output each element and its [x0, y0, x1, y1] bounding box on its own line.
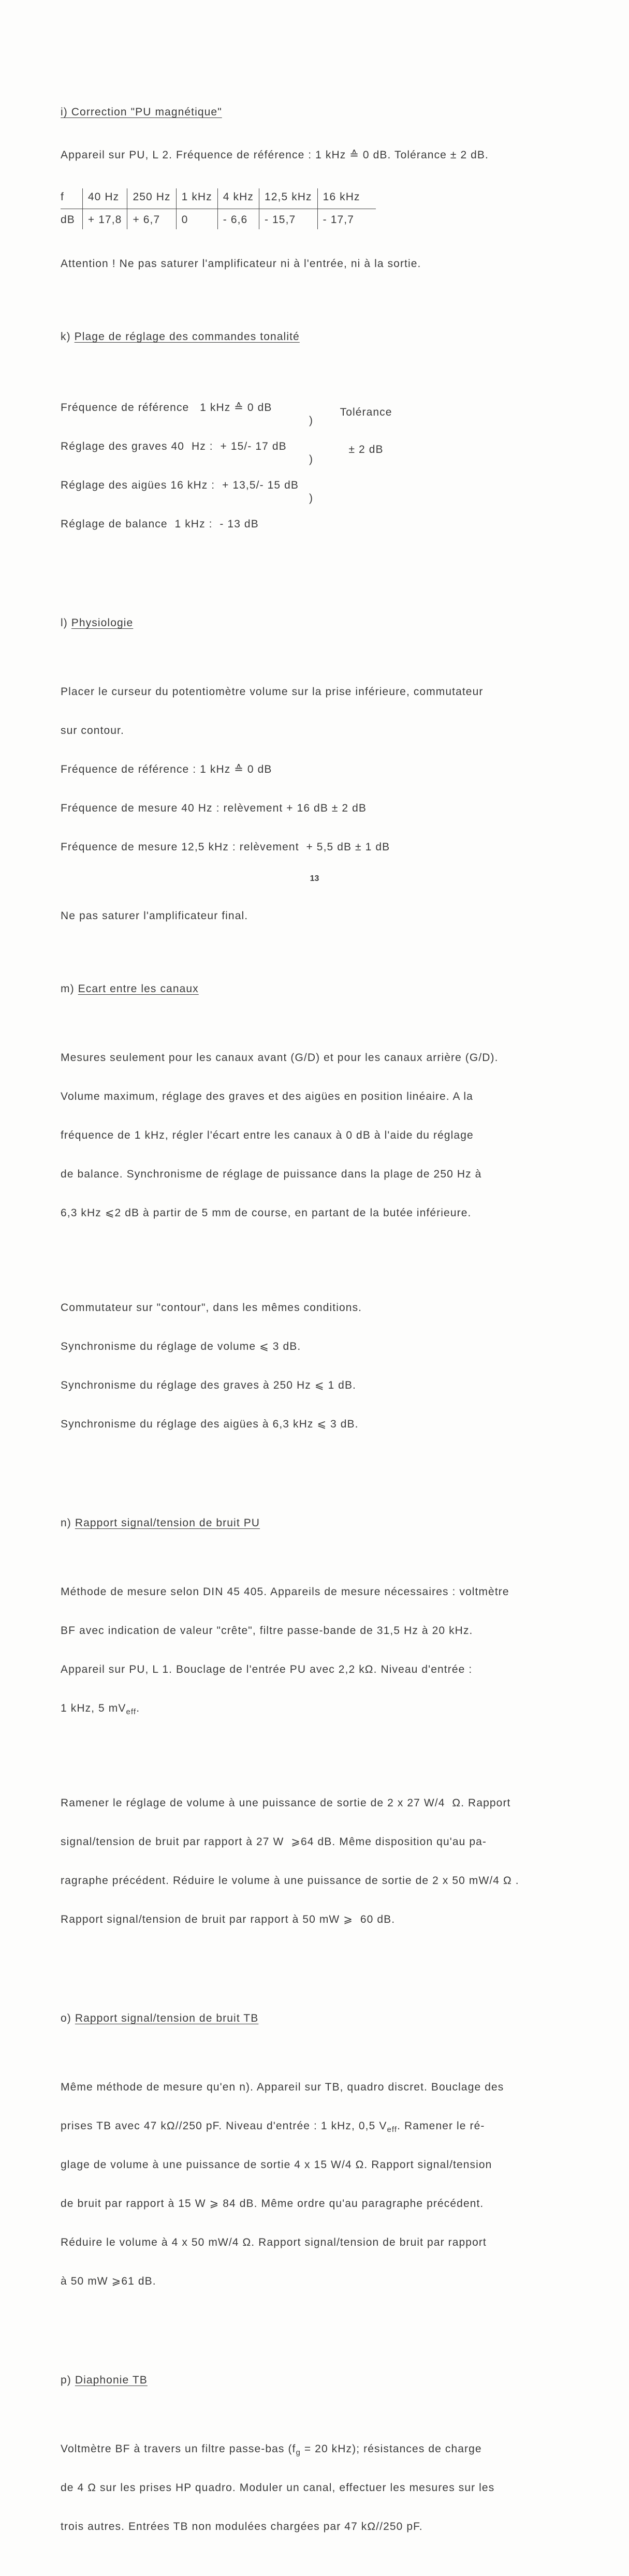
heading-text: Diaphonie TB [75, 2374, 148, 2386]
row-label-f: f [61, 188, 82, 209]
section-l-note: Ne pas saturer l'amplificateur final. [61, 910, 248, 922]
section-p-body [61, 2417, 583, 2559]
text-line: Réduire le volume à 4 x 50 mW/4 Ω. Rapport signal/tension de bruit par rapport [61, 2236, 487, 2248]
text-line: Synchronisme du réglage des aigües à 6,3 kHz ⩽ 3 dB. [61, 1418, 359, 1430]
text-fragment: . Ramener le ré- [397, 2120, 485, 2132]
text-line: ragraphe précédent. Réduire le volume à une puissance de sortie de 2 x 50 mW/4 Ω . [61, 1875, 519, 1887]
table-cell: - 6,6 [217, 209, 259, 230]
section-i-note: Attention ! Ne pas saturer l'amplificateur ni à l'entrée, ni à la sortie. [61, 258, 421, 270]
section-l-body [61, 659, 583, 879]
text-line: Ramener le réglage de volume à une puissance de sortie de 2 x 27 W/4 Ω. Rapport [61, 1797, 511, 1809]
section-n-para2 [61, 1771, 583, 1952]
tone-control-lines [61, 375, 299, 556]
subscript: g [296, 2448, 301, 2457]
row-label-db: dB [61, 214, 75, 226]
heading-text: Rapport signal/tension de bruit TB [75, 2012, 259, 2024]
text-line: de bruit par rapport à 15 W ⩾ 84 dB. Même ordre qu'au paragraphe précédent. [61, 2198, 484, 2210]
table-cell: 0 [176, 209, 217, 230]
table-cell: 250 Hz [127, 188, 176, 209]
tone-line: Réglage de balance 1 kHz : - 13 dB [61, 518, 259, 530]
text-line: BF avec indication de valeur "crête", filtre passe-bande de 31,5 Hz à 20 kHz. [61, 1625, 473, 1637]
text-line: signal/tension de bruit par rapport à 27 W ⩾64 dB. Même disposition qu'au pa- [61, 1836, 487, 1848]
text-line: de 4 Ω sur les prises HP quadro. Moduler un canal, effectuer les mesures sur les [61, 2482, 495, 2494]
tolerance-brace [309, 388, 331, 556]
text-line: Rapport signal/tension de bruit par rapport à 50 mW ⩾ 60 dB. [61, 1913, 396, 1925]
section-m-heading [61, 982, 583, 995]
heading-text: Rapport signal/tension de bruit PU [75, 1517, 260, 1529]
text-line: Volume maximum, réglage des graves et des aigües en position linéaire. A la [61, 1091, 473, 1102]
text-line: Synchronisme du réglage des graves à 250 Hz ⩽ 1 dB. [61, 1379, 356, 1391]
section-m-para2 [61, 1275, 583, 1456]
text-line: Mesures seulement pour les canaux avant (G/D) et pour les canaux arrière (G/D). [61, 1052, 499, 1064]
text-line: Fréquence de mesure 12,5 kHz : relèvement + 5,5 dB ± 1 dB [61, 841, 390, 853]
text-line: Méthode de mesure selon DIN 45 405. Appareils de mesure nécessaires : voltmètre [61, 1586, 509, 1598]
text-line: Fréquence de mesure 40 Hz : relèvement + 16 dB ± 2 dB [61, 802, 367, 814]
text-line: de balance. Synchronisme de réglage de puissance dans la plage de 250 Hz à [61, 1168, 482, 1180]
text-fragment: . [136, 1702, 140, 1714]
tone-line: Fréquence de référence 1 kHz ≙ 0 dB [61, 402, 272, 414]
text-fragment: = 20 kHz); résistances de charge [300, 2443, 482, 2455]
heading-prefix: o) [61, 2012, 75, 2024]
text-line: Même méthode de mesure qu'en n). Appareil sur TB, quadro discret. Bouclage des [61, 2081, 504, 2093]
tolerance-value: ± 2 dB [348, 444, 384, 455]
tone-line: Réglage des aigües 16 kHz : + 13,5/- 15 dB [61, 479, 299, 491]
text-line: trois autres. Entrées TB non modulées chargées par 47 kΩ//250 pF. [61, 2521, 423, 2533]
brace-char: ) [309, 492, 314, 504]
text-line [61, 2442, 583, 2455]
table-cell: - 17,7 [317, 209, 375, 230]
section-m-para1 [61, 1025, 583, 1245]
table-row [61, 188, 376, 209]
text-line [61, 1702, 583, 1715]
text-line: Fréquence de référence : 1 kHz ≙ 0 dB [61, 763, 272, 775]
heading-text: Plage de réglage des commandes tonalité [74, 331, 300, 343]
text-line: Commutateur sur "contour", dans les mêmes conditions. [61, 1302, 362, 1314]
text-line: fréquence de 1 kHz, régler l'écart entre les canaux à 0 dB à l'aide du réglage [61, 1129, 474, 1141]
section-i-intro: Appareil sur PU, L 2. Fréquence de référence : 1 kHz ≙ 0 dB. Tolérance ± 2 dB. [61, 149, 489, 161]
pu-correction-table [61, 188, 376, 229]
heading-text: Ecart entre les canaux [78, 983, 199, 995]
subscript: eff [126, 1707, 137, 1716]
text-line: 6,3 kHz ⩽2 dB à partir de 5 mm de course, en partant de la butée inférieure. [61, 1207, 472, 1219]
table-cell: 1 kHz [176, 188, 217, 209]
subscript: eff [387, 2125, 398, 2134]
table-cell: 40 Hz [82, 188, 127, 209]
brace-char: ) [309, 453, 314, 465]
text-line: Synchronisme du réglage de volume ⩽ 3 dB. [61, 1341, 301, 1352]
section-l-heading [61, 616, 583, 629]
text-line [61, 2119, 583, 2132]
text-line: à 50 mW ⩾61 dB. [61, 2275, 156, 2287]
section-o-heading [61, 2012, 583, 2025]
document-page [61, 50, 583, 2576]
section-p-heading [61, 2374, 583, 2387]
heading-prefix: p) [61, 2374, 75, 2386]
table-row [61, 209, 376, 230]
section-k-heading [61, 330, 583, 343]
brace-char: ) [309, 415, 314, 426]
tone-line: Réglage des graves 40 Hz : + 15/- 17 dB [61, 440, 287, 452]
text-fragment: 1 kHz, 5 mV [61, 1702, 126, 1714]
text-line: glage de volume à une puissance de sortie 4 x 15 W/4 Ω. Rapport signal/tension [61, 2159, 492, 2171]
text-line: Appareil sur PU, L 1. Bouclage de l'entrée PU avec 2,2 kΩ. Niveau d'entrée : [61, 1664, 473, 1675]
text-fragment: Voltmètre BF à travers un filtre passe-bas (f [61, 2443, 296, 2455]
heading-text: Physiologie [71, 617, 134, 629]
section-n-para1 [61, 1559, 583, 1741]
heading-prefix: k) [61, 331, 75, 343]
tolerance-note [340, 381, 392, 556]
text-line: sur contour. [61, 725, 124, 737]
heading-prefix: n) [61, 1517, 75, 1529]
heading-prefix: m) [61, 983, 78, 995]
page-number: 13 [310, 874, 319, 883]
table-cell: 12,5 kHz [259, 188, 317, 209]
table-cell: + 6,7 [127, 209, 176, 230]
section-o-body [61, 2055, 583, 2314]
heading-prefix: l) [61, 617, 71, 629]
tone-control-block [61, 375, 583, 556]
table-cell: + 17,8 [82, 209, 127, 230]
section-n-heading [61, 1517, 583, 1529]
text-line: Placer le curseur du potentiomètre volume sur la prise inférieure, commutateur [61, 686, 484, 698]
tolerance-label: Tolérance [340, 406, 392, 418]
text-fragment: prises TB avec 47 kΩ//250 pF. Niveau d'entrée : 1 kHz, 0,5 V [61, 2120, 387, 2132]
table-cell: - 15,7 [259, 209, 317, 230]
table-cell: 16 kHz [317, 188, 375, 209]
table-cell: 4 kHz [217, 188, 259, 209]
section-i-heading: i) Correction "PU magnétique" [61, 106, 222, 118]
